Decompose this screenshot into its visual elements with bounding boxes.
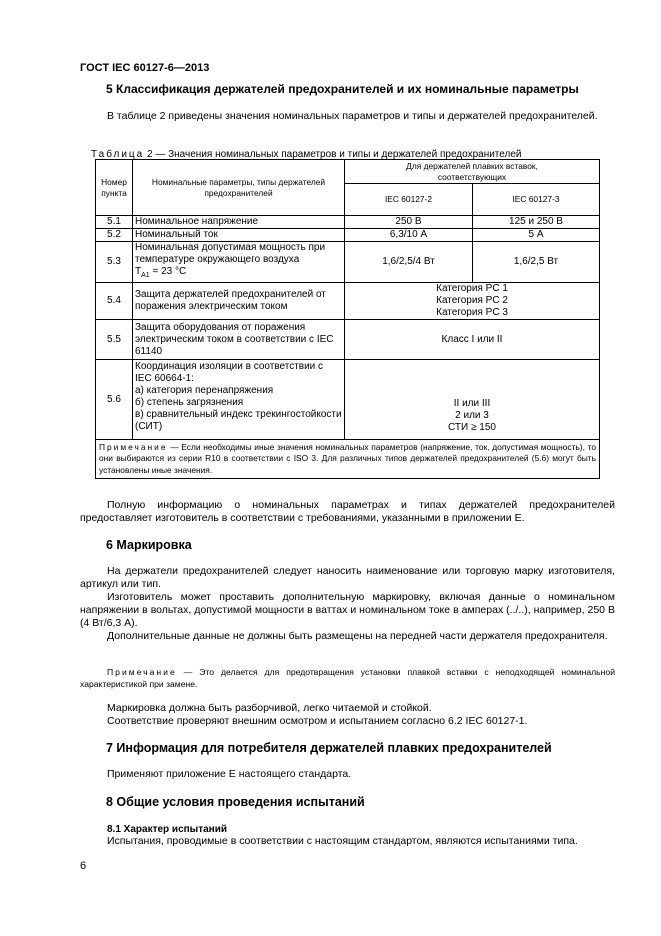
row-number: 5.3 [96,242,133,283]
note-label: Примечание [107,667,177,677]
insulation-heading: Координация изоляции в соответствии с IEC 60664-1: [135,361,324,384]
section-5-after-table: Полную информацию о номинальных параметрах и типах держателей предохранителей предоставляет изготовитель в соответствии с требованиями, указанными в приложении Е. [80,499,615,524]
row-value-merged [345,283,600,320]
table-row [96,216,600,229]
section-6-title: 6 Маркировка [106,538,192,552]
section-6-para-2: Изготовитель может проставить дополнительную маркировку, включая данные о номинальном напряжении в вольтах, допустимой мощности в ваттах и номинальном токе в амперах (../..), например, 250 В (4 Вт/6,3 А). [80,591,615,629]
category-pc2: Категория PC 2 [436,295,508,306]
pollution-value: 2 или 3 [455,410,489,421]
row-parameter-text: Номинальная допустимая мощность при температуре окружающего воздуха [135,242,326,265]
note-text: — Если необходимы иные значения номинальных параметров (напряжение, ток, допустимая мощность), то они выбираются из серии R10 в соответствии с ISO 3. Для различных типов держателей предохранителей (5.6) могут быть установлены иные значения. [99,442,597,475]
row-parameter [133,360,345,440]
row-number: 5.4 [96,283,133,320]
category-pc1: Категория PC 1 [436,283,508,294]
section-6-para-3: Дополнительные данные не должны быть размещены на передней части держателя предохранителя. [107,630,608,642]
row-value-merged: Класс I или II [345,320,600,360]
table-row [96,283,600,320]
row-number: 5.2 [96,229,133,242]
header-number: Номер пункта [96,160,133,216]
note-text: — Это делается для предотвращения установки плавкой вставки с неподходящей номинальной характеристикой при замене. [80,667,615,689]
row-number: 5.1 [96,216,133,229]
header-group: Для держателей плавких вставок, соответствующих [345,160,600,184]
table-caption-text: 2 — Значения номинальных параметров и типы и держателей предохранителей [144,149,522,160]
row-value-iec2: 1,6/2,5/4 Вт [345,242,473,283]
category-pc3: Категория PC 3 [436,307,508,318]
table-header-row [96,160,600,184]
row-parameter: Номинальное напряжение [133,216,345,229]
table-row [96,242,600,283]
header-parameters: Номинальные параметры, типы держателей предохранителей [133,160,345,216]
row-value-iec3: 5 А [473,229,600,242]
page-number: 6 [80,860,87,872]
cti-value: СТИ ≥ 150 [448,422,496,433]
temperature-symbol: T [135,266,142,277]
row-value-merged [345,360,600,440]
row-parameter: Защита оборудования от поражения электрическим током в соответствии с IEC 61140 [133,320,345,360]
row-parameter [133,242,345,283]
ratings-table [95,159,600,479]
table-row [96,229,600,242]
document-header: ГОСТ IEC 60127-6—2013 [80,62,210,74]
section-7-para-1: Применяют приложение Е настоящего стандарта. [107,768,352,780]
section-5-intro: В таблице 2 приведены значения номинальных параметров и типы и держателей предохранителей. [107,110,598,122]
section-6-para-5: Соответствие проверяют внешним осмотром и испытанием согласно 6.2 IEC 60127-1. [107,715,528,727]
row-number: 5.6 [96,360,133,440]
section-8-para-1: Испытания, проводимые в соответствии с настоящим стандартом, являются испытаниями типа. [107,835,578,847]
row-value-iec3: 1,6/2,5 Вт [473,242,600,283]
section-5-title: 5 Классификация держателей предохранителей и их номинальные параметры [106,82,579,96]
insulation-item-c: в) сравнительный индекс трекингостойкости (СИТ) [135,409,342,432]
insulation-item-a: а) категория перенапряжения [135,385,274,396]
table-row [96,360,600,440]
section-8-title: 8 Общие условия проведения испытаний [106,795,365,809]
section-6-note [80,667,615,690]
table-note [96,440,600,479]
section-7-title: 7 Информация для потребителя держателей плавких предохранителей [106,741,552,755]
insulation-item-b: б) степень загрязнения [135,397,244,408]
temperature-subscript: A1 [141,272,150,279]
note-label: Примечание [99,442,168,452]
table-caption-prefix: Таблица [91,149,145,160]
header-iec-60127-2: IEC 60127-2 [345,184,473,216]
row-value-iec3: 125 и 250 В [473,216,600,229]
section-6-para-1: На держатели предохранителей следует наносить наименование или торговую марку изготовителя, артикул или тип. [80,565,615,590]
row-parameter: Защита держателей предохранителей от поражения электрическим током [133,283,345,320]
row-number: 5.5 [96,320,133,360]
table-note-row [96,440,600,479]
row-value-iec2: 6,3/10 А [345,229,473,242]
table-row [96,320,600,360]
overvoltage-value: II или III [453,398,491,409]
header-iec-60127-3: IEC 60127-3 [473,184,600,216]
section-8-1-subtitle: 8.1 Характер испытаний [107,824,228,835]
row-value-iec2: 250 В [345,216,473,229]
section-6-para-4: Маркировка должна быть разборчивой, легко читаемой и стойкой. [107,702,432,714]
temperature-value: = 23 °C [149,266,187,277]
row-parameter: Номинальный ток [133,229,345,242]
